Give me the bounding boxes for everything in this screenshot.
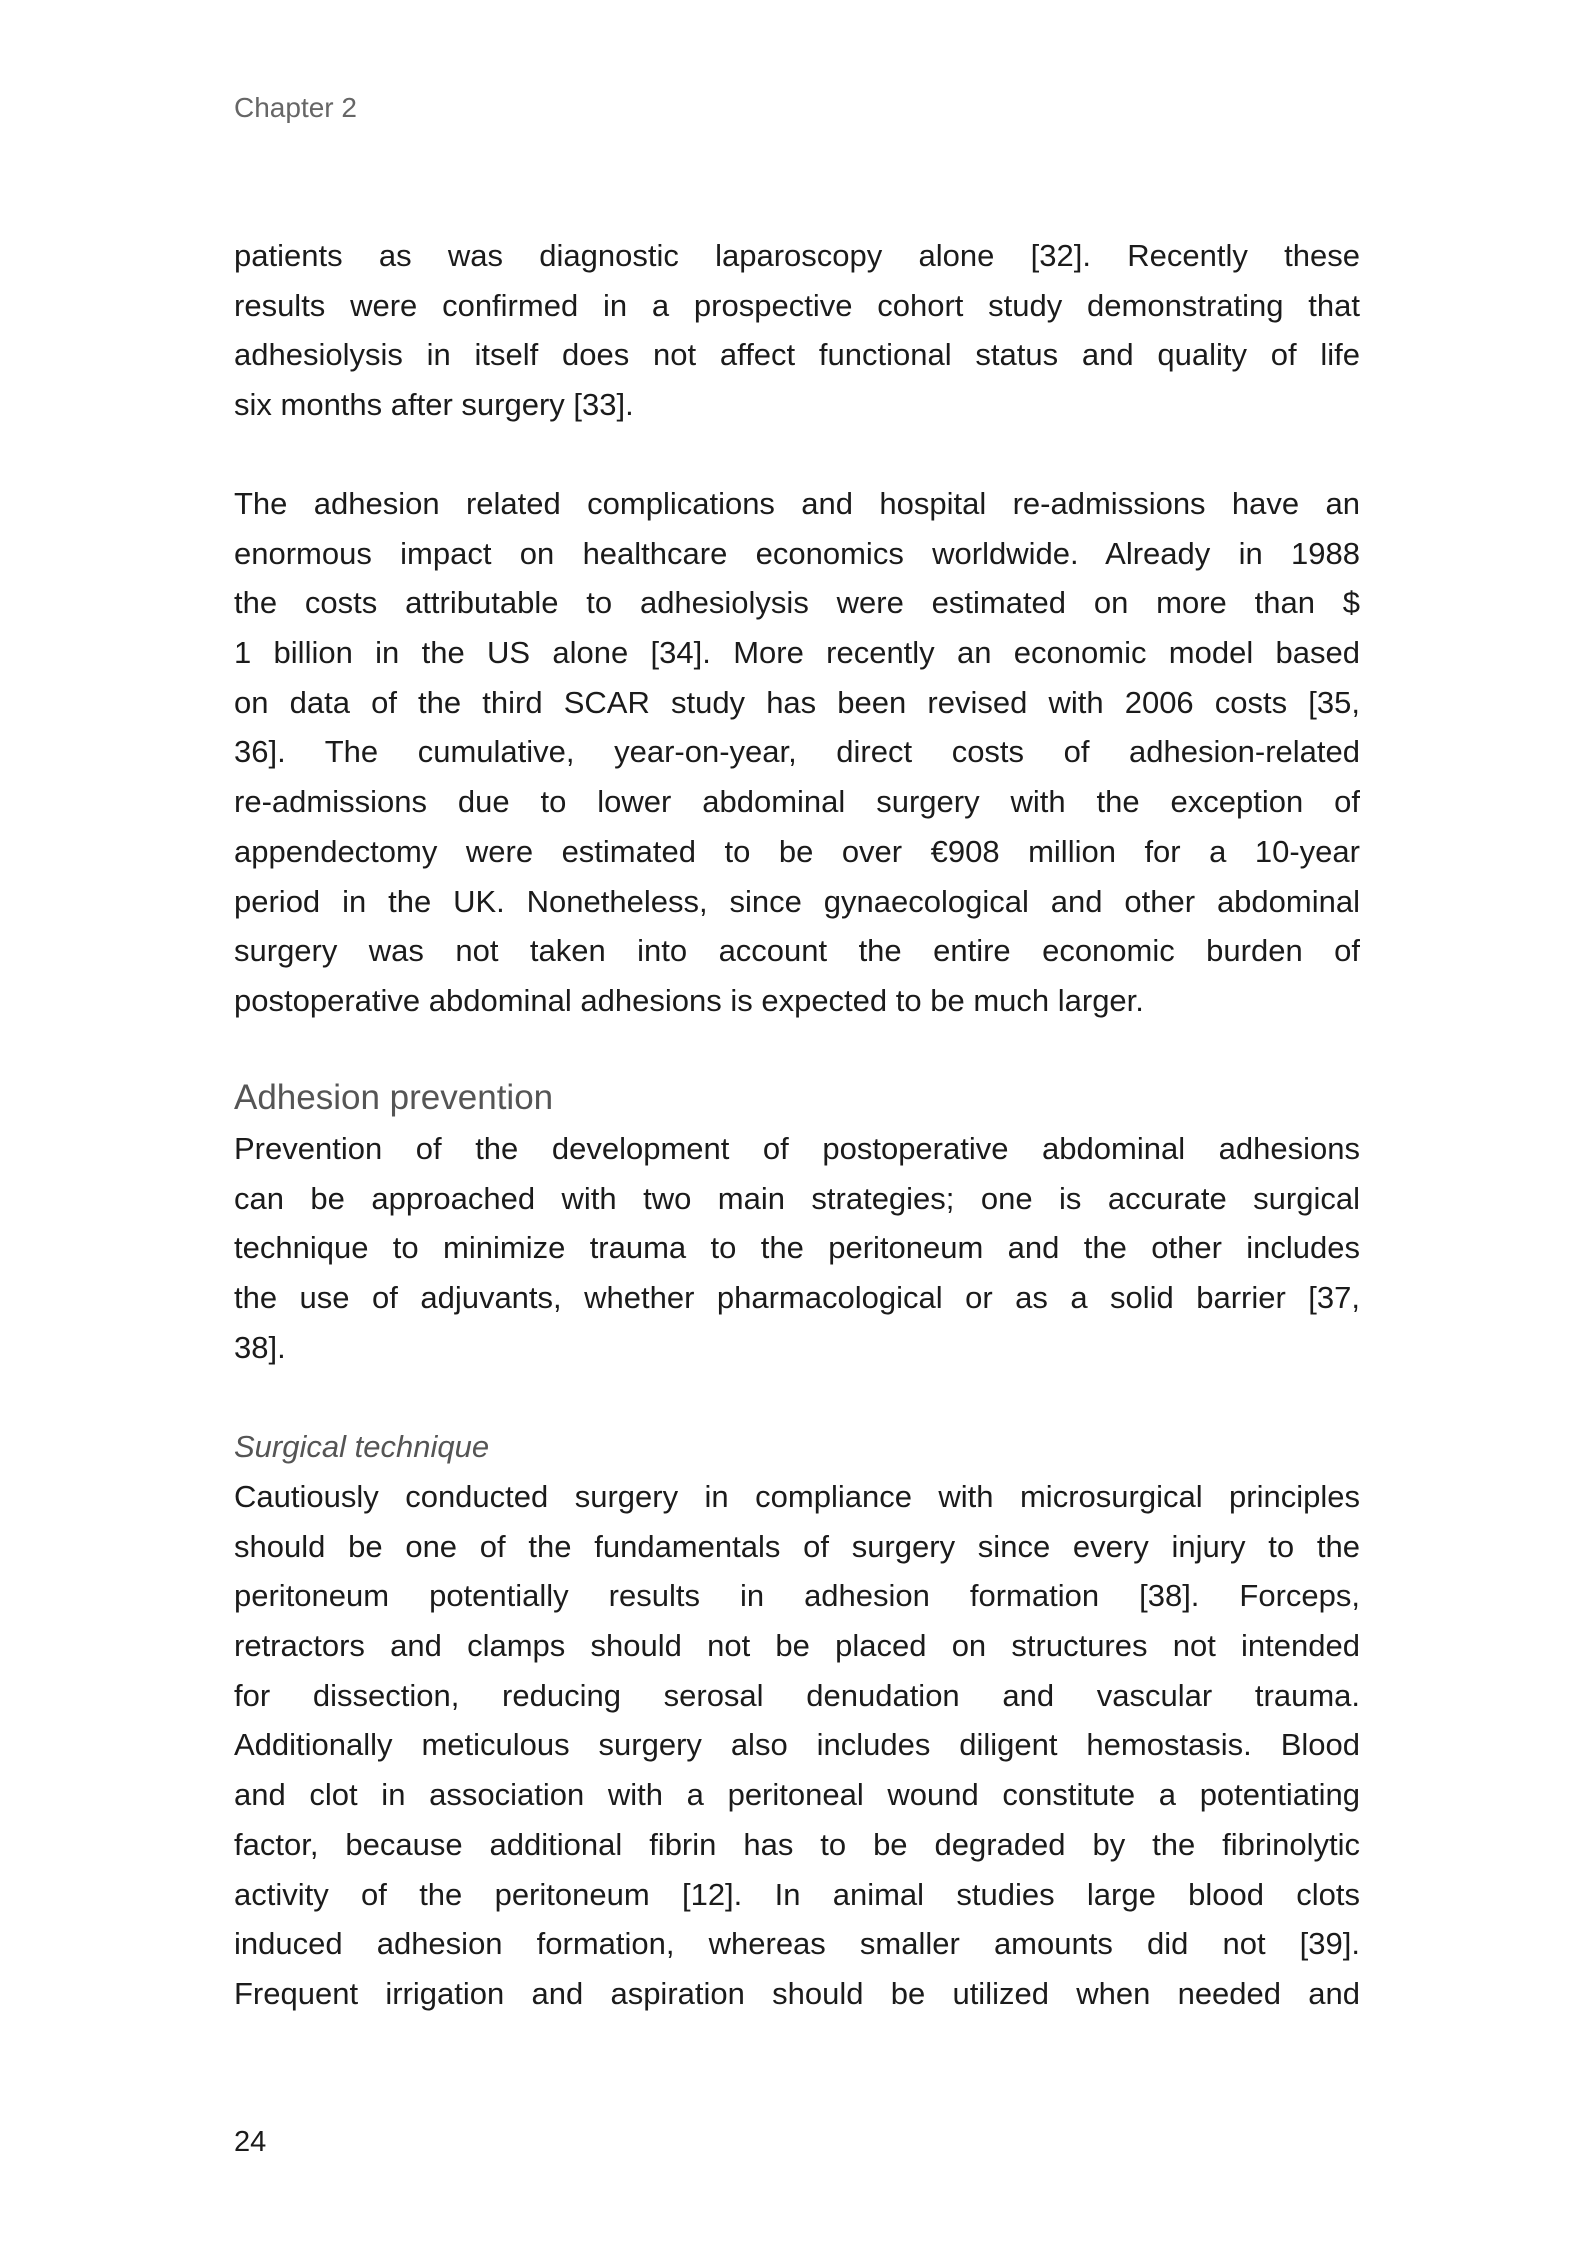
- text-line: activity of the peritoneum [12]. In animal studies large blood clots: [234, 1876, 1360, 1912]
- text-line: can be approached with two main strategies; one is accurate surgical: [234, 1180, 1360, 1216]
- text-line: 36]. The cumulative, year-on-year, direct costs of adhesion-related: [234, 734, 1360, 770]
- text-line: re-admissions due to lower abdominal surgery with the exception of: [234, 784, 1360, 820]
- text-line: for dissection, reducing serosal denudation and vascular trauma.: [234, 1677, 1360, 1713]
- text-line: factor, because additional fibrin has to be degraded by the fibrinolytic: [234, 1826, 1360, 1862]
- text-line: induced adhesion formation, whereas smaller amounts did not [39].: [234, 1926, 1360, 1962]
- text-line: on data of the third SCAR study has been revised with 2006 costs [35,: [234, 684, 1360, 720]
- text-line: surgery was not taken into account the entire economic burden of: [234, 933, 1360, 969]
- text-line: the costs attributable to adhesiolysis were estimated on more than $: [234, 585, 1360, 621]
- text-line: period in the UK. Nonetheless, since gynaecological and other abdominal: [234, 883, 1360, 919]
- text-line: postoperative abdominal adhesions is expected to be much larger.: [234, 982, 1144, 1018]
- text-line: enormous impact on healthcare economics worldwide. Already in 1988: [234, 535, 1360, 571]
- text-line: 1 billion in the US alone [34]. More recently an economic model based: [234, 635, 1360, 671]
- text-line: technique to minimize trauma to the peritoneum and the other includes: [234, 1230, 1360, 1266]
- paragraph-2: [234, 479, 1360, 1026]
- text-line: Cautiously conducted surgery in compliance with microsurgical principles: [234, 1479, 1360, 1514]
- text-line: The adhesion related complications and hospital re-admissions have an: [234, 486, 1360, 521]
- text-line: 38].: [234, 1329, 286, 1365]
- text-line: six months after surgery [33].: [234, 387, 634, 423]
- text-line: Prevention of the development of postoperative abdominal adhesions: [234, 1131, 1360, 1166]
- section-heading: Adhesion prevention: [234, 1078, 554, 1117]
- paragraph-3: [234, 1124, 1360, 1372]
- text-line: the use of adjuvants, whether pharmacological or as a solid barrier [37,: [234, 1280, 1360, 1316]
- text-line: and clot in association with a peritoneal wound constitute a potentiating: [234, 1777, 1360, 1813]
- text-line: should be one of the fundamentals of surgery since every injury to the: [234, 1528, 1360, 1564]
- running-head: Chapter 2: [234, 92, 357, 123]
- text-line: Additionally meticulous surgery also includes diligent hemostasis. Blood: [234, 1727, 1360, 1763]
- text-line: appendectomy were estimated to be over €908 million for a 10-year: [234, 833, 1360, 869]
- subsection-heading: Surgical technique: [234, 1429, 490, 1464]
- text-line: retractors and clamps should not be placed on structures not intended: [234, 1628, 1360, 1664]
- text-line: adhesiolysis in itself does not affect functional status and quality of life: [234, 337, 1360, 373]
- text-line: Frequent irrigation and aspiration should be utilized when needed and: [234, 1975, 1360, 2011]
- paragraph-1: [234, 231, 1360, 430]
- paragraph-4: [234, 1472, 1360, 2019]
- text-line: patients as was diagnostic laparoscopy alone [32]. Recently these: [234, 238, 1360, 273]
- page-number: 24: [234, 2126, 267, 2158]
- text-line: peritoneum potentially results in adhesion formation [38]. Forceps,: [234, 1578, 1360, 1614]
- text-line: results were confirmed in a prospective cohort study demonstrating that: [234, 287, 1360, 323]
